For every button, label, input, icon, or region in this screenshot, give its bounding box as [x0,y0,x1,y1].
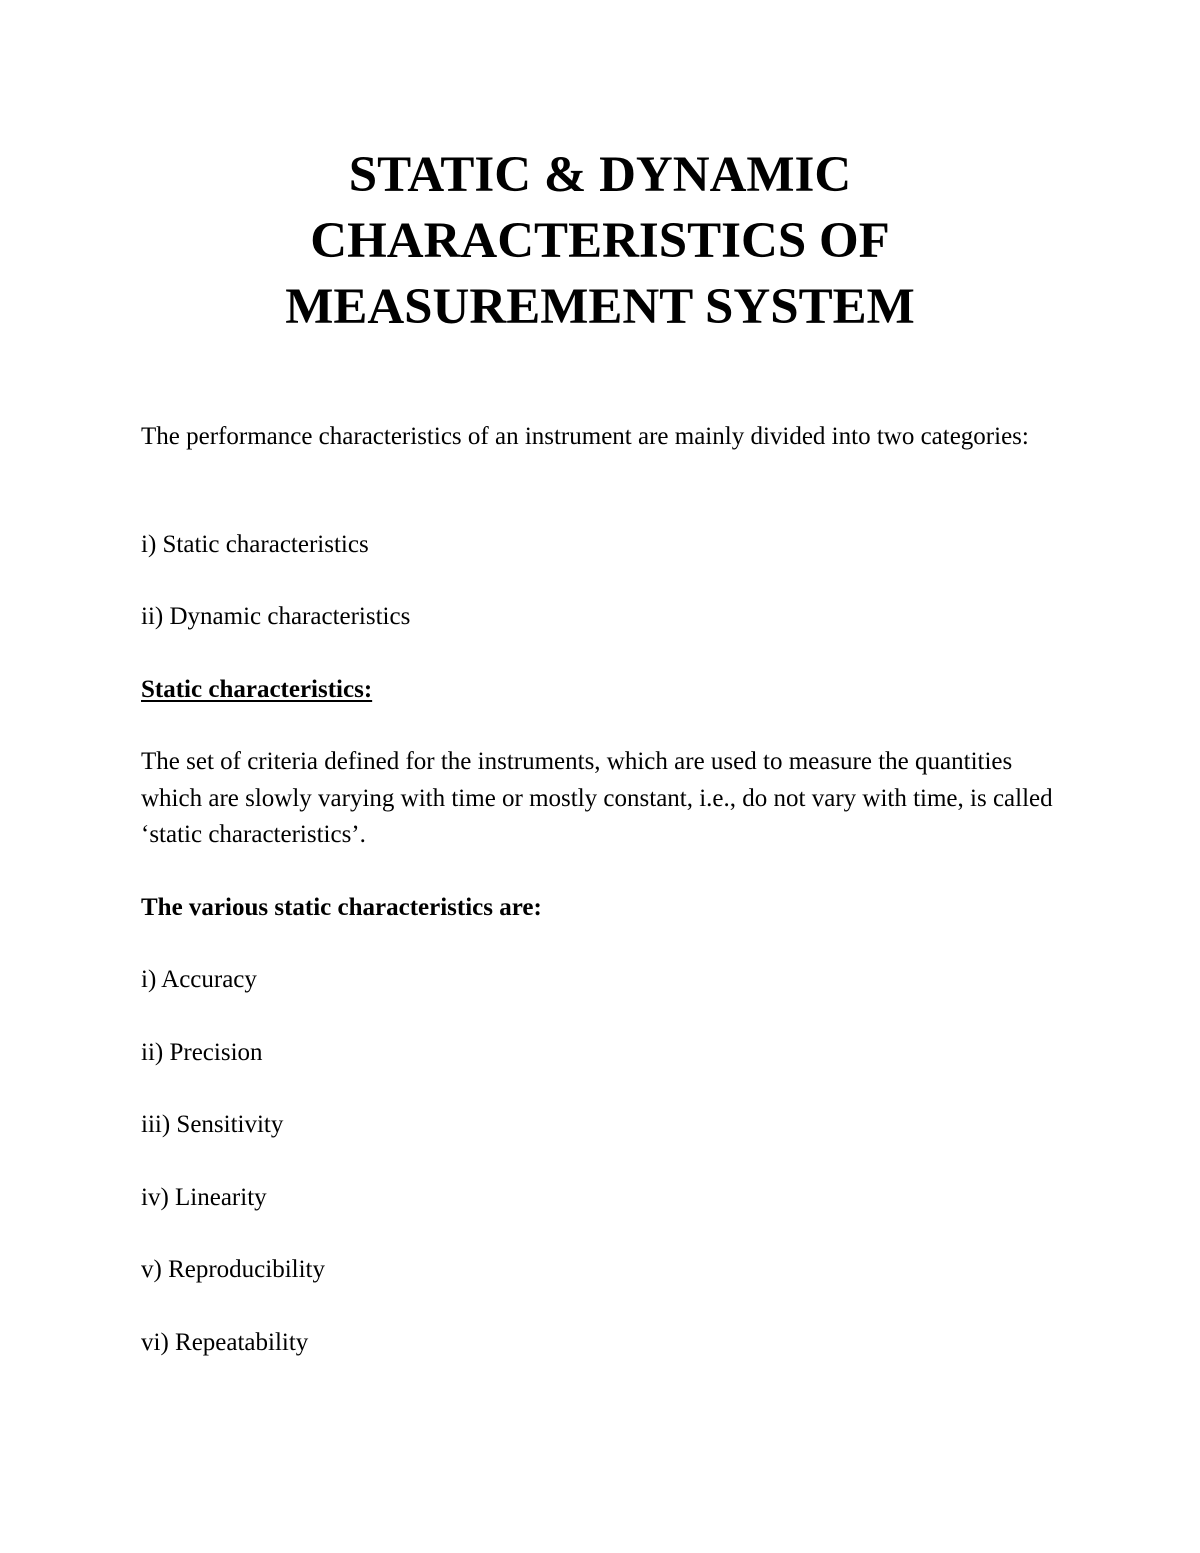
list-item-sensitivity: iii) Sensitivity [141,1111,284,1138]
list-item-linearity: iv) Linearity [141,1184,267,1211]
intro-paragraph: The performance characteristics of an instrument are mainly divided into two categories: [141,423,1029,450]
static-definition-paragraph [141,744,1061,854]
title-line: CHARACTERISTICS OF [310,213,890,269]
title-line: STATIC & DYNAMIC [348,147,852,203]
page-title [0,142,1200,340]
definition-term: ‘static characteristics’ [141,821,360,848]
list-item-reproducibility: v) Reproducibility [141,1256,325,1283]
title-line: MEASUREMENT SYSTEM [285,279,915,335]
definition-text: The set of criteria defined for the instruments, which are used to measure the quantities which are slowly varying with time or mostly constant, i.e., do not vary with time, is called [141,748,1053,812]
list-item-repeatability: vi) Repeatability [141,1329,309,1356]
category-item-static: i) Static characteristics [141,531,369,558]
list-item-accuracy: i) Accuracy [141,966,257,993]
static-section-heading: Static characteristics: [141,676,373,703]
list-item-precision: ii) Precision [141,1039,263,1066]
static-list-heading: The various static characteristics are: [141,894,542,921]
category-item-dynamic: ii) Dynamic characteristics [141,603,411,630]
definition-end: . [359,821,366,848]
